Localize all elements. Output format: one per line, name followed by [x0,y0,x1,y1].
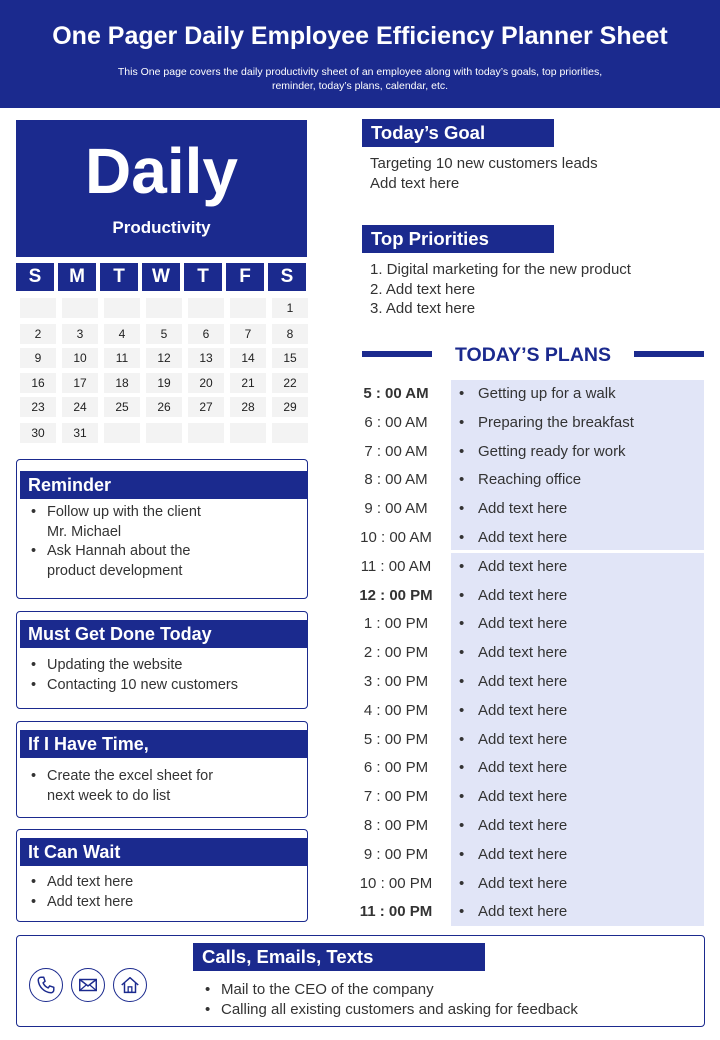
plan-task: • Add text here [459,668,699,697]
calendar-date-cell: 4 [102,323,142,345]
list-item: • Contacting 10 new customers [29,676,299,696]
plan-task: • Add text here [459,495,699,524]
calendar-date-cell: 15 [270,347,310,369]
calendar-date-cell: 7 [228,323,268,345]
calendar-day-monday: M [58,263,96,291]
plan-task: • Add text here [459,726,699,755]
calendar-date-cell [18,297,58,319]
plan-time: 10 : 00 AM [360,529,432,546]
plan-task: • Add text here [459,582,699,611]
plan-task: • Add text here [459,754,699,783]
priority-item: 2. Add text here [370,280,476,298]
calendar-date-cell [228,422,268,444]
can-wait-list [29,873,299,912]
todays-plans-title: TODAY’S PLANS [454,344,612,366]
mail-icon [71,968,105,1002]
calendar-date-cell: 1 [270,297,310,319]
calendar-date-cell: 5 [144,323,184,345]
calls-list [203,980,693,1019]
priority-item: 1. Digital marketing for the new product [370,261,631,278]
calendar-date-cell: 25 [102,396,142,418]
calendar-date-cell [102,297,142,319]
reminder-text: Mr. Michael [47,523,122,540]
calendar-date-cell [144,297,184,319]
phone-icon [29,968,63,1002]
calendar-date-cell: 23 [18,396,58,418]
calendar-date-cell: 26 [144,396,184,418]
if-have-time-list [29,767,299,806]
plan-task: • Add text here [459,783,699,812]
plan-time: 9 : 00 AM [364,500,428,518]
calendar-date-cell: 14 [228,347,268,369]
calendar-day-friday: F [226,263,264,291]
todays-goal-title: Today’s Goal [362,119,554,147]
plan-time: 12 : 00 PM [359,586,433,604]
plan-time: 2 : 00 PM [363,644,429,662]
bullet: • [205,1000,211,1018]
bullet: • [205,981,211,998]
calendar-date-cell: 24 [60,396,100,418]
can-wait-box [16,829,308,922]
plan-time: 8 : 00 PM [363,817,429,834]
list-item [29,767,299,806]
list-item [29,542,299,581]
list-item [29,503,299,542]
list-item [203,980,693,1000]
calendar-day-wednesday: W [142,263,180,291]
plan-time: 1 : 00 PM [363,615,429,633]
daily-productivity-banner [16,120,307,257]
plan-task: • Add text here [459,898,699,927]
reminder-box [16,459,308,599]
must-get-done-title: Must Get Done Today [20,620,307,648]
calendar-date-cell [186,297,226,319]
calendar-date-cell: 28 [228,396,268,418]
calendar-day-tuesday: T [100,263,138,291]
plan-task: • Add text here [459,841,699,870]
calendar-date-cell [144,422,184,444]
reminder-text: Follow up with the client [47,504,201,520]
top-priorities-title: Top Priorities [362,225,554,253]
if-have-time-box [16,721,308,818]
calendar-date-cell: 31 [60,422,100,444]
calls-item-text: Mail to the CEO of the company [221,981,434,998]
calendar-date-cell: 9 [18,347,58,369]
subtitle-line-2: reminder, today’s plans, calendar, etc. [271,80,449,92]
list-item [203,1000,693,1020]
daily-title: Daily [85,135,238,207]
plan-time: 11 : 00 AM [360,557,432,575]
plan-task: • Getting ready for work [459,438,699,467]
list-item: • Updating the website [29,656,299,676]
calls-emails-texts-box [16,935,705,1027]
heading-rule-right [634,351,704,357]
plan-task: • Add text here [459,812,699,841]
plan-time: 7 : 00 PM [363,788,429,806]
priority-item: 3. Add text here [370,300,476,317]
list-item: • Add text here [29,873,299,893]
plan-time: 10 : 00 PM [359,874,433,892]
page-subtitle [70,65,650,93]
calendar-date-cell: 17 [60,372,100,394]
calendar-date-cell: 6 [186,323,226,345]
plan-task: • Add text here [459,610,699,639]
calendar-day-saturday: S [268,263,306,291]
calendar-date-cell: 21 [228,372,268,394]
calendar-day-thursday: T [184,263,222,291]
plan-task: • Preparing the breakfast [459,409,699,438]
top-priorities-list [370,260,700,319]
if-have-time-title: If I Have Time, [20,730,307,758]
calendar-date-cell: 11 [102,347,142,369]
if-have-time-text: Create the excel sheet for [47,768,214,784]
calendar-date-cell [186,422,226,444]
must-get-done-box [16,611,308,709]
reminder-title: Reminder [20,471,307,499]
calendar-day-sunday: S [16,263,54,291]
calls-title: Calls, Emails, Texts [193,943,485,971]
calendar-date-cell: 13 [186,347,226,369]
calendar-date-cell: 30 [18,422,58,444]
calls-item-text: Calling all existing customers and asking for feedback [221,1000,578,1018]
plan-time: 4 : 00 PM [363,701,429,719]
reminder-text: Ask Hannah about the [47,543,191,559]
plan-time: 7 : 00 AM [364,442,428,460]
reminder-text: product development [47,562,183,579]
calendar-header [16,263,307,291]
calendar-date-cell: 3 [60,323,100,345]
header [0,0,720,108]
daily-subtitle: Productivity [112,218,211,237]
plan-time: 6 : 00 AM [364,413,428,431]
plan-task: • Add text here [459,870,699,899]
calendar-date-cell [228,297,268,319]
page-title: One Pager Daily Employee Efficiency Planner Sheet [52,22,668,50]
can-wait-title: It Can Wait [20,838,307,866]
calendar-date-cell: 12 [144,347,184,369]
plan-task: • Add text here [459,697,699,726]
calendar-date-cell: 20 [186,372,226,394]
plan-time: 9 : 00 PM [363,845,429,863]
plan-time: 8 : 00 AM [364,471,428,489]
calendar-date-cell: 18 [102,372,142,394]
plan-time: 5 : 00 PM [363,730,429,748]
calendar-date-cell: 29 [270,396,310,418]
plan-time: 11 : 00 PM [359,903,433,921]
subtitle-line-1: This One page covers the daily productivity sheet of an employee along with today’s goals, top priorities, [117,66,603,78]
plan-time: 5 : 00 AM [363,385,429,402]
todays-goal-line: Targeting 10 new customers leads [370,155,598,172]
calendar-date-cell [270,422,310,444]
plan-time: 3 : 00 PM [363,673,429,690]
todays-goal-line: Add text here [370,174,460,192]
plan-task: • Add text here [459,553,699,582]
list-item: • Add text here [29,893,299,913]
home-icon [113,968,147,1002]
calendar-date-cell: 16 [18,372,58,394]
plan-time: 6 : 00 PM [363,759,429,777]
plan-task: • Reaching office [459,466,699,495]
calendar-date-cell: 27 [186,396,226,418]
if-have-time-text: next week to do list [47,787,171,804]
calendar-date-cell: 2 [18,323,58,345]
reminder-list [29,503,299,581]
calendar-date-cell [102,422,142,444]
plan-task: • Add text here [459,524,699,553]
todays-goal-text [370,154,700,193]
calendar-date-cell [60,297,100,319]
calendar-date-cell: 22 [270,372,310,394]
calendar-date-cell: 8 [270,323,310,345]
calendar-date-cell: 19 [144,372,184,394]
plan-task: • Add text here [459,639,699,668]
must-get-done-list [29,656,299,695]
todays-plans-heading [362,342,704,368]
heading-rule-left [362,351,432,357]
calendar-date-cell: 10 [60,347,100,369]
plan-task: • Getting up for a walk [459,380,699,409]
